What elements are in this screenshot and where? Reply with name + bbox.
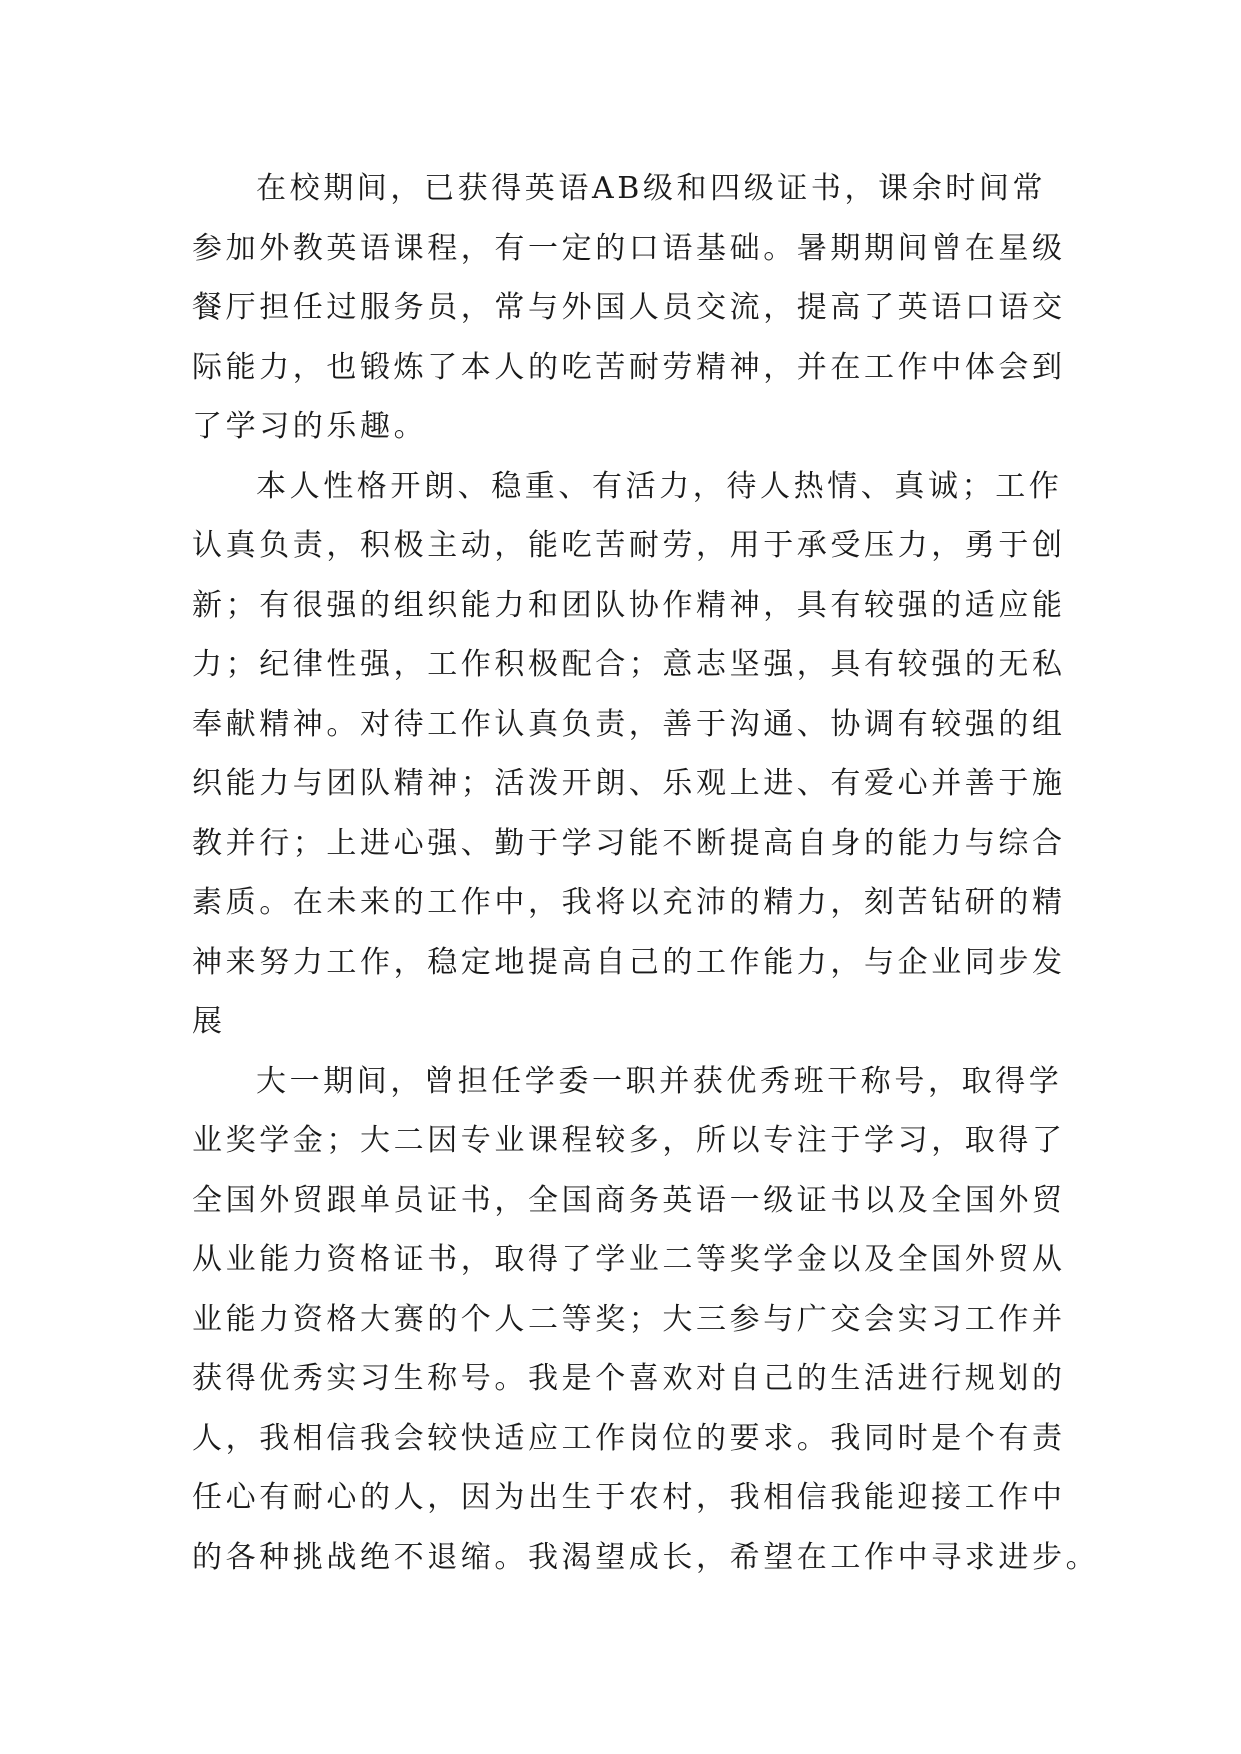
text-line: 认真负责，积极主动，能吃苦耐劳，用于承受压力，勇于创 <box>192 528 1066 563</box>
text-line: 人，我相信我会较快适应工作岗位的要求。我同时是个有责 <box>192 1420 1066 1456</box>
text-line: 神来努力工作，稳定地提高自己的工作能力，与企业同步发 <box>192 944 1066 980</box>
text-line: 新；有很强的组织能力和团队协作精神，具有较强的适应能 <box>192 587 1066 623</box>
paragraph-personality <box>192 457 1066 1052</box>
text-line: 的各种挑战绝不退缩。我渴望成长，希望在工作中寻求进步。 <box>192 1539 1100 1575</box>
text-line: 获得优秀实习生称号。我是个喜欢对自己的生活进行规划的 <box>192 1361 1066 1396</box>
text-line: 任心有耐心的人，因为出生于农村，我相信我能迎接工作中 <box>192 1480 1066 1515</box>
paragraph-university-experience <box>192 1052 1100 1588</box>
text-line: 素质。在未来的工作中，我将以充沛的精力，刻苦钻研的精 <box>192 885 1066 920</box>
text-line: 从业能力资格证书，取得了学业二等奖学金以及全国外贸从 <box>192 1242 1066 1277</box>
text-line: 奉献精神。对待工作认真负责，善于沟通、协调有较强的组 <box>192 706 1066 742</box>
text-line: 在校期间，已获得英语AB级和四级证书，课余时间常 <box>256 171 1047 206</box>
document-body <box>192 159 1100 1587</box>
text-line: 业能力资格大赛的个人二等奖；大三参与广交会实习工作并 <box>192 1301 1066 1337</box>
text-line: 本人性格开朗、稳重、有活力，待人热情、真诚；工作 <box>256 468 1063 504</box>
text-line: 力；纪律性强，工作积极配合；意志坚强，具有较强的无私 <box>192 647 1066 682</box>
text-line: 业奖学金；大二因专业课程较多，所以专注于学习，取得了 <box>192 1123 1066 1158</box>
text-line: 织能力与团队精神；活泼开朗、乐观上进、有爱心并善于施 <box>192 766 1066 801</box>
text-line: 教并行；上进心强、勤于学习能不断提高自身的能力与综合 <box>192 825 1066 861</box>
paragraph-english-ability <box>192 159 1066 457</box>
text-line: 展 <box>192 1004 226 1039</box>
text-line: 了学习的乐趣。 <box>192 409 428 444</box>
text-line: 大一期间，曾担任学委一职并获优秀班干称号，取得学 <box>256 1063 1063 1099</box>
text-line: 际能力，也锻炼了本人的吃苦耐劳精神，并在工作中体会到 <box>192 349 1066 385</box>
text-line: 参加外教英语课程，有一定的口语基础。暑期期间曾在星级 <box>192 230 1066 266</box>
text-line: 餐厅担任过服务员，常与外国人员交流，提高了英语口语交 <box>192 290 1066 325</box>
text-line: 全国外贸跟单员证书，全国商务英语一级证书以及全国外贸 <box>192 1182 1066 1218</box>
